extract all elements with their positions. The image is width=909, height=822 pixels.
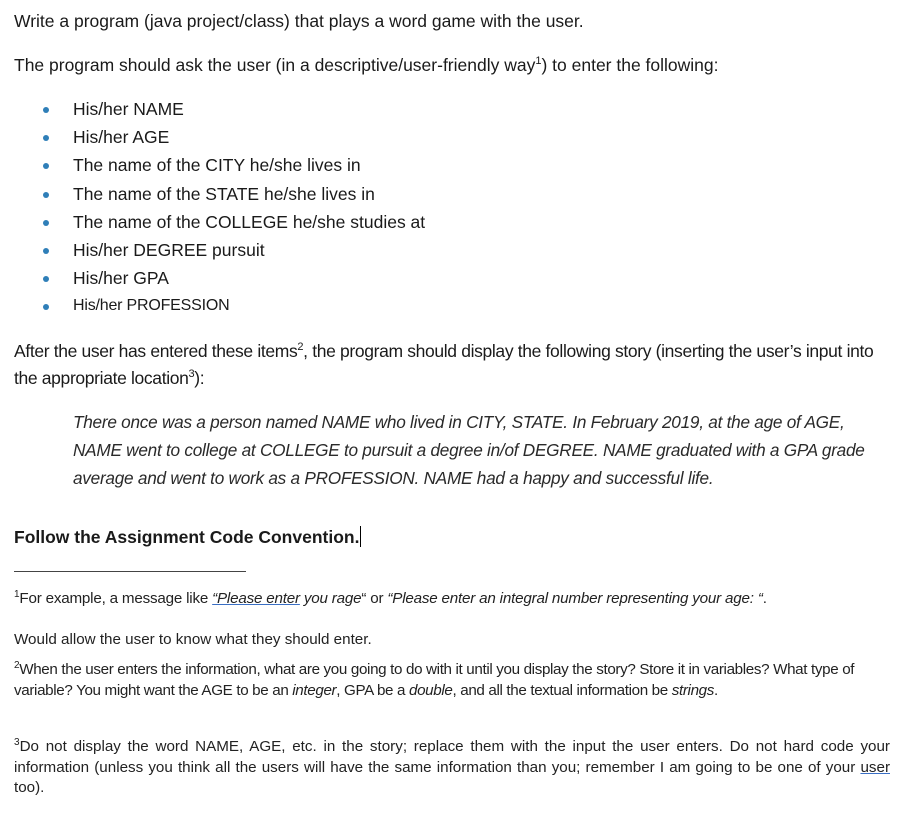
bullet-icon xyxy=(43,304,49,310)
bullet-icon xyxy=(43,163,49,169)
footnote-ref-2[interactable]: 2 xyxy=(297,341,304,354)
bullet-icon xyxy=(43,248,49,254)
intro-line-2-text: The program should ask the user (in a descriptive/user-friendly way xyxy=(14,55,536,75)
footnote-1-lead: For example, a message like xyxy=(19,590,213,607)
footnote-1-end: . xyxy=(762,590,767,607)
after-paragraph xyxy=(14,338,894,392)
list-item xyxy=(40,236,425,264)
list-item-text: His/her AGE xyxy=(73,127,170,148)
footnote-1-quote-2: “Please enter an integral number representing your age: “ xyxy=(387,590,763,607)
input-items-list xyxy=(40,95,425,321)
bullet-icon xyxy=(43,135,49,141)
footnote-1-quote-rest: you rage xyxy=(299,590,362,607)
list-item-text: The name of the STATE he/she lives in xyxy=(73,183,375,204)
footnote-2-double: double xyxy=(408,681,453,699)
list-item xyxy=(40,123,425,151)
footnote-1 xyxy=(14,589,890,610)
intro-line-1-text: Write a program (java project/class) that plays a word game with the user. xyxy=(14,11,584,31)
story-block: There once was a person named NAME who lived in CITY, STATE. In February 2019, at the age of AGE, NAME went to college at COLLEGE to pursuit a degree in/of DEGREE. NAME graduated with a GPA grade average and went to work as a PROFESSION. NAME had a happy and successful life. xyxy=(73,412,865,488)
footnote-2-text-1: When the user enters the information, what are you going to do with it until you display the story? Store it in variables? What type of variable? You might want the AGE to be an xyxy=(14,661,855,699)
footnote-3-text-1: Do not display the word NAME, AGE, etc. in the story; replace them with the input the user enters. Do not hard code your information (unless you think all the users will have the same information than you; remember I am going to be one of your xyxy=(14,738,890,776)
footnote-separator xyxy=(14,571,246,572)
footnote-2 xyxy=(14,660,890,701)
convention-heading[interactable] xyxy=(14,524,361,551)
list-item-text: The name of the COLLEGE he/she studies at xyxy=(73,211,426,232)
list-item xyxy=(40,264,425,292)
footnote-3-end: too). xyxy=(14,779,45,796)
after-text-2: , the program should display the following story (inserting the user’s input into the appropriate location xyxy=(14,341,874,388)
footnote-2-strings: strings xyxy=(671,681,715,699)
list-item-text: His/her PROFESSION xyxy=(73,297,230,315)
list-item-text: His/her GPA xyxy=(73,268,169,289)
intro-line-2 xyxy=(14,52,719,79)
convention-text: Follow the Assignment Code Convention. xyxy=(14,527,360,547)
footnote-ref-3[interactable]: 3 xyxy=(188,368,195,381)
footnote-2-integer: integer xyxy=(292,681,337,699)
footnote-3-number: 3 xyxy=(14,736,20,748)
text-cursor xyxy=(360,526,361,547)
bullet-icon xyxy=(43,276,49,282)
bullet-icon xyxy=(43,192,49,198)
footnote-1-number: 1 xyxy=(14,588,20,600)
intro-line-2-end: ) to enter the following: xyxy=(541,55,719,75)
list-item xyxy=(40,208,425,236)
footnote-2-number: 2 xyxy=(14,659,20,671)
list-item-text: His/her NAME xyxy=(73,99,184,119)
after-text-3: ): xyxy=(194,368,205,388)
intro-line-1 xyxy=(14,8,584,35)
list-item-text: The name of the CITY he/she lives in xyxy=(73,155,361,176)
footnote-ref-1[interactable]: 1 xyxy=(535,55,542,68)
list-item xyxy=(40,292,425,320)
footnote-2-end: . xyxy=(714,681,718,699)
list-item xyxy=(40,180,425,208)
list-item xyxy=(40,95,425,123)
footnote-2-text-3: , and all the textual information be xyxy=(452,681,672,699)
list-item xyxy=(40,151,425,179)
list-item-text: His/her DEGREE pursuit xyxy=(73,239,265,260)
footnote-1-quote-close: “ or xyxy=(361,590,388,607)
footnote-1-line-2: Would allow the user to know what they should enter. xyxy=(14,631,372,648)
footnote-3-user-word: user xyxy=(860,758,890,776)
bullet-icon xyxy=(43,107,49,113)
footnote-1-quote-underlined: “Please enter xyxy=(212,590,300,607)
footnote-3 xyxy=(14,737,890,799)
bullet-icon xyxy=(43,220,49,226)
footnote-2-text-2: , GPA be a xyxy=(336,681,409,699)
after-text-1: After the user has entered these items xyxy=(14,341,298,361)
